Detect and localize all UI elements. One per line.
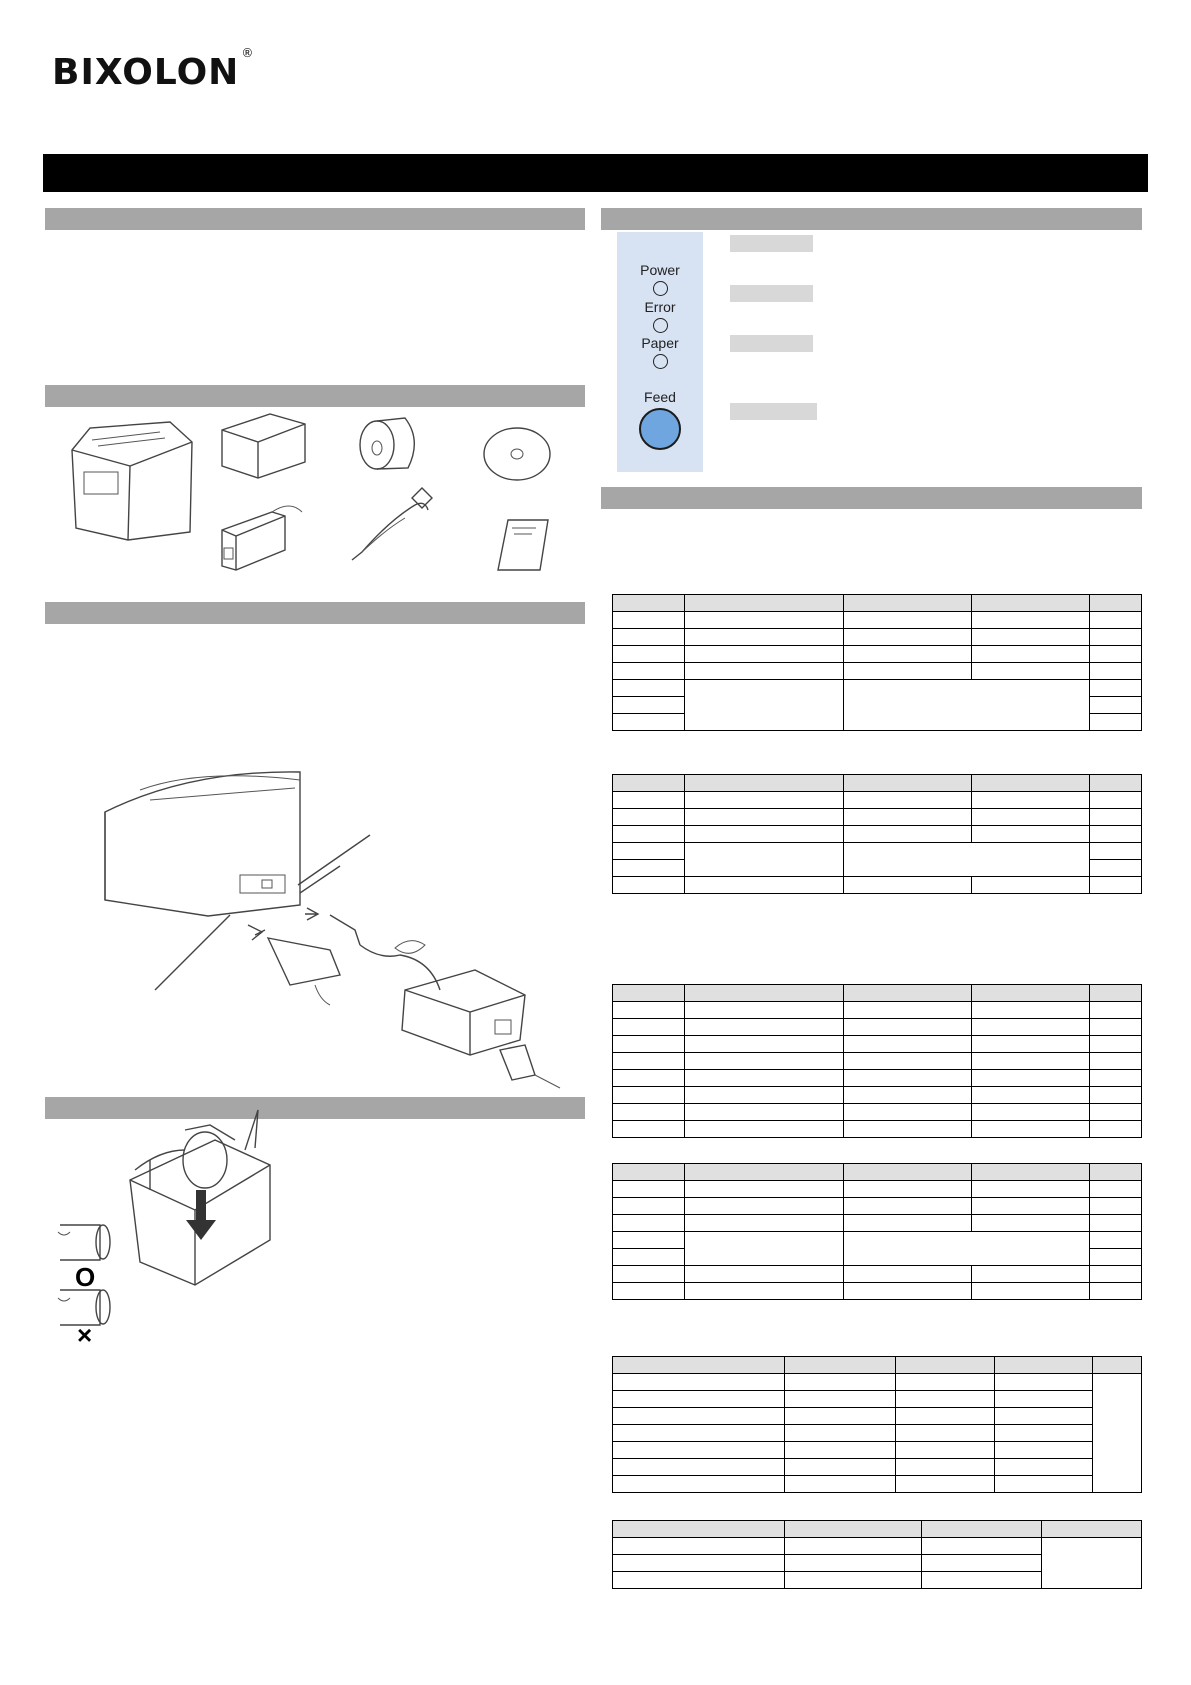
power-led-label: Power (640, 262, 680, 278)
paper-roll-illustration (360, 418, 414, 469)
registered-mark: ® (241, 46, 255, 60)
paper-led-label: Paper (641, 335, 679, 351)
roll-ok-mark: O (75, 1262, 96, 1292)
power-cord-illustration (352, 488, 432, 560)
printer-illustration (72, 422, 192, 540)
brand-name: BIXOLON (52, 52, 240, 93)
spec-table-5 (612, 1356, 1142, 1493)
paper-loading-illustration (130, 1110, 270, 1285)
paper-roll-ok-icon (58, 1225, 110, 1260)
manual-booklet-illustration (498, 520, 548, 570)
spec-table-2 (612, 774, 1142, 894)
cd-rom-illustration (484, 428, 550, 480)
roll-ng-mark: × (77, 1320, 93, 1350)
connection-illustration (105, 772, 560, 1088)
spec-table-4 (612, 1163, 1142, 1300)
power-adapter-illustration (222, 506, 302, 570)
error-led-label: Error (644, 299, 676, 315)
spec-table-1 (612, 594, 1142, 731)
spec-table-6 (612, 1520, 1142, 1589)
spec-table-3 (612, 984, 1142, 1138)
interface-cover-illustration (222, 414, 305, 478)
feed-button-label: Feed (644, 389, 676, 405)
